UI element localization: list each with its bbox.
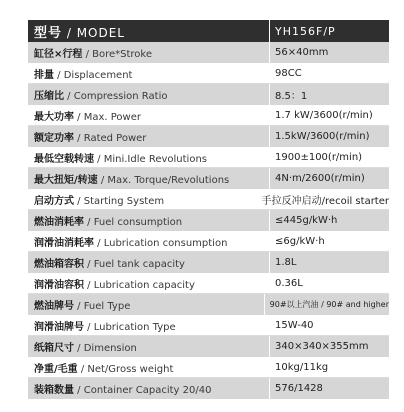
table-row — [28, 42, 389, 63]
table-row — [28, 231, 389, 252]
table-row — [28, 105, 389, 126]
row-value: 10kg/11kg — [275, 361, 329, 373]
row-value: 56×40mm — [275, 47, 329, 58]
row-label-en: / Fuel tank capacity — [84, 259, 185, 270]
row-value: 90#以上汽油 / 90# and higher — [269, 300, 389, 309]
row-label-en: / Lubrication capacity — [84, 279, 195, 291]
row-label-en: / Max. Power — [74, 111, 141, 123]
row-label-zh: 额定功率 — [34, 133, 74, 144]
row-label-en: / Mini.Idle Revolutions — [94, 153, 208, 165]
table-row — [28, 84, 389, 105]
header-label-en: / MODEL — [62, 25, 125, 40]
table-row — [28, 294, 389, 315]
row-label-zh: 启动方式 — [34, 195, 74, 207]
table-row — [28, 147, 389, 168]
row-value: 1900±100(r/min) — [275, 151, 363, 163]
row-value: ≤6g/kW·h — [275, 235, 325, 247]
row-label-en: / Starting System — [74, 195, 165, 207]
row-label — [28, 213, 269, 228]
row-value: 1.7 kW/3600(r/min) — [275, 109, 373, 121]
row-label-en: / Dimension — [74, 343, 137, 354]
row-label-zh: 润滑油容积 — [34, 279, 84, 291]
row-label-zh: 最低空载转速 — [34, 153, 94, 165]
row-label-zh: 纸箱尺寸 — [34, 343, 74, 354]
row-label-zh: 润滑油牌号 — [34, 321, 84, 333]
row-label — [28, 87, 269, 102]
row-label-en: / Container Capacity 20/40 — [74, 385, 212, 396]
row-label-zh: 压缩比 — [34, 91, 64, 102]
row-label-zh: 燃油牌号 — [34, 301, 74, 312]
table-row — [28, 336, 389, 357]
row-value: 576/1428 — [275, 383, 323, 394]
row-label — [28, 150, 269, 165]
header-value: YH156F/P — [275, 24, 336, 38]
row-label-en: / Lubrication consumption — [94, 237, 228, 249]
table-row — [28, 378, 389, 399]
row-label-en: / Compression Ratio — [64, 91, 168, 102]
row-label-en: / Fuel consumption — [84, 217, 183, 228]
row-label-en: / Rated Power — [74, 133, 147, 144]
table-row — [28, 210, 389, 231]
row-label — [28, 45, 269, 60]
table-row — [28, 357, 389, 378]
row-label — [28, 108, 269, 123]
row-label-zh: 最大扭矩/转速 — [34, 175, 98, 186]
row-label — [28, 234, 269, 249]
row-label-zh: 最大功率 — [34, 111, 74, 123]
row-value: 15W-40 — [275, 319, 314, 331]
row-value: 98CC — [275, 67, 302, 79]
row-label — [28, 318, 269, 333]
table-row — [28, 189, 389, 210]
header-label — [28, 22, 269, 41]
row-label — [28, 360, 269, 375]
row-label-zh: 排量 — [34, 69, 54, 81]
table-row — [28, 126, 389, 147]
spec-table — [28, 20, 389, 399]
row-label — [28, 276, 269, 291]
table-header — [28, 20, 389, 42]
row-value: 4N·m/2600(r/min) — [275, 173, 365, 184]
row-label — [28, 339, 269, 354]
table-row — [28, 252, 389, 273]
row-label-en: / Bore*Stroke — [82, 49, 153, 60]
row-label-zh: 燃油消耗率 — [34, 217, 84, 228]
row-label — [28, 129, 269, 144]
row-value: 8.5：1 — [275, 91, 308, 102]
row-label-en: / Displacement — [54, 69, 133, 81]
row-label — [28, 66, 269, 81]
table-row — [28, 168, 389, 189]
row-label-zh: 润滑油消耗率 — [34, 237, 94, 249]
row-label-zh: 缸径×行程 — [34, 49, 83, 60]
row-label — [28, 381, 269, 396]
table-row — [28, 273, 389, 294]
row-value: 0.36L — [275, 277, 303, 289]
row-label-zh: 燃油箱容积 — [34, 259, 84, 270]
table-row — [28, 63, 389, 84]
row-label-en: / Max. Torque/Revolutions — [97, 175, 230, 186]
row-label-en: / Fuel Type — [74, 301, 131, 312]
row-label — [28, 171, 269, 186]
row-label — [28, 192, 256, 207]
row-label — [28, 255, 269, 270]
header-label-zh: 型号 — [34, 25, 63, 41]
row-label-en: / Lubrication Type — [84, 321, 176, 333]
table-row — [28, 315, 389, 336]
row-label-en: / Net/Gross weight — [77, 363, 174, 375]
row-value: ≤445g/kW·h — [275, 215, 338, 226]
row-label — [28, 297, 264, 312]
row-value: 手拉反冲启动/recoil starter — [261, 195, 389, 207]
row-value: 1.5kW/3600(r/min) — [275, 131, 370, 142]
row-label-zh: 净重/毛重 — [34, 363, 78, 375]
row-value: 1.8L — [275, 257, 297, 268]
row-label-zh: 装箱数量 — [34, 385, 74, 396]
row-value: 340×340×355mm — [275, 341, 369, 352]
